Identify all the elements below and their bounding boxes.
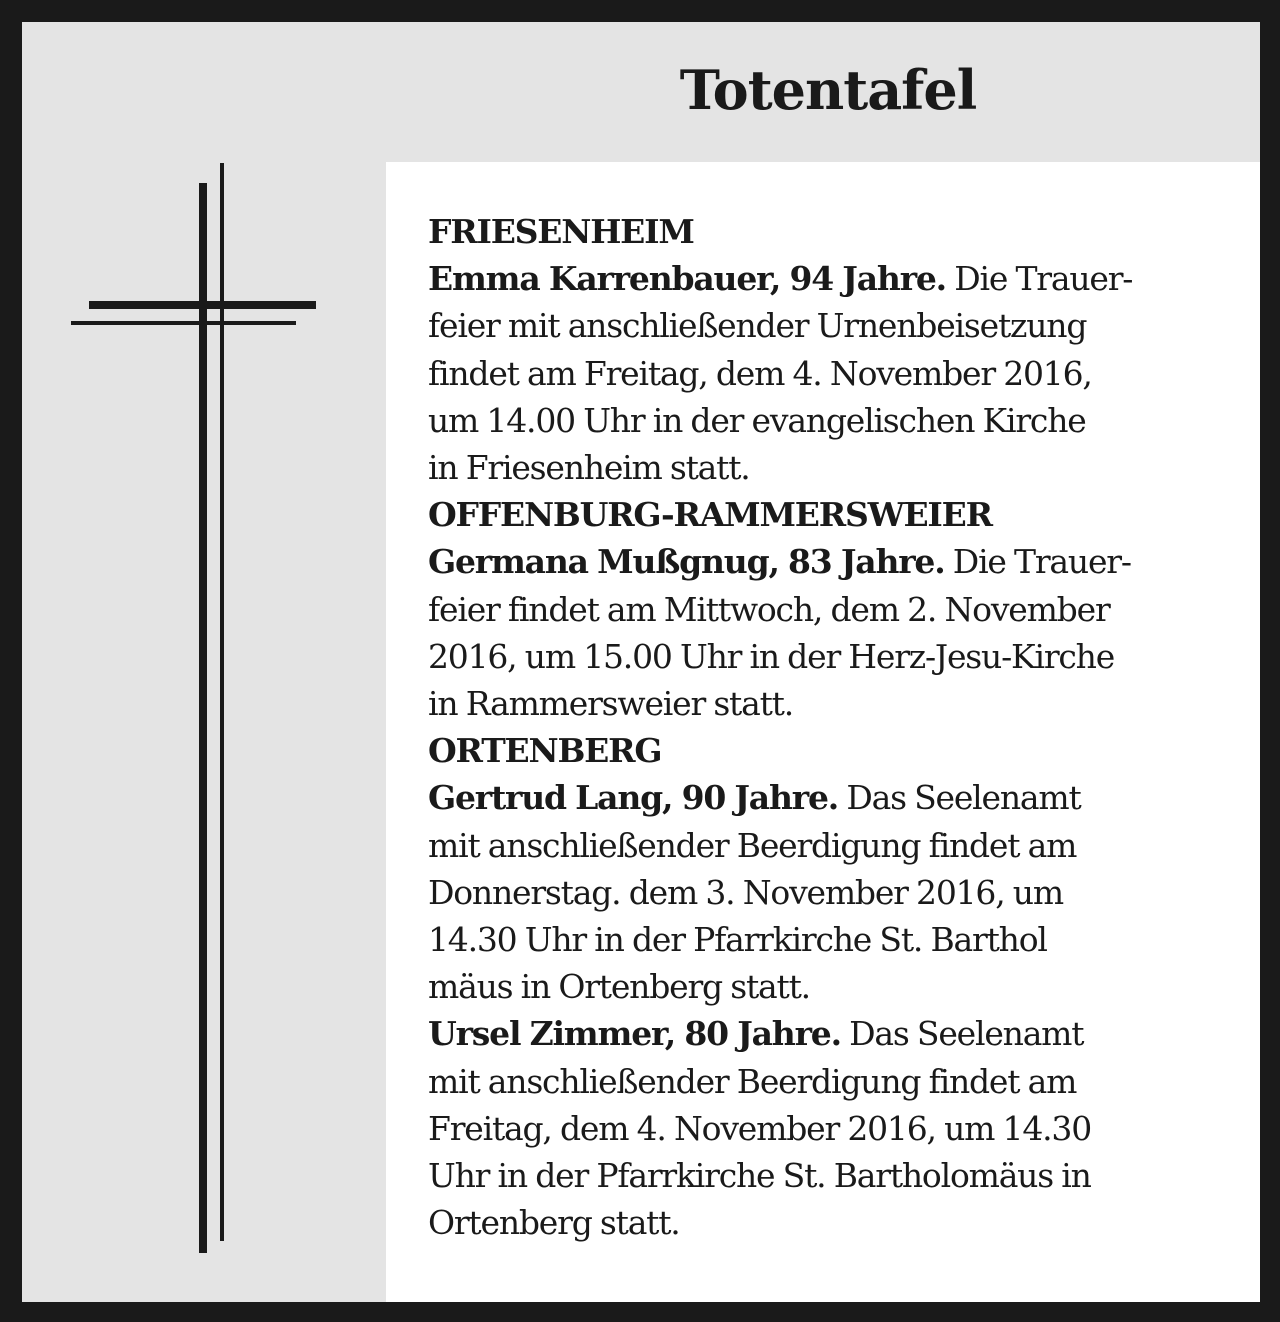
deceased-name: Gertrud Lang, 90 Jahre. — [428, 778, 839, 818]
entry-text: feier mit anschließender Urnenbeisetzung — [428, 306, 1087, 346]
deceased-name: Emma Karrenbauer, 94 Jahre. — [428, 259, 946, 299]
entry-text: 2016, um 15.00 Uhr in der Herz-Jesu-Kirche — [428, 636, 1115, 676]
entry-text: feier findet am Mittwoch, dem 2. November — [428, 589, 1110, 629]
obituary-entry: Ursel Zimmer, 80 Jahre. Das Seelenamt — [428, 1014, 1084, 1054]
deceased-name: Ursel Zimmer, 80 Jahre. — [428, 1014, 841, 1054]
page-title: Totentafel — [679, 58, 977, 122]
entry-text: Freitag, dem 4. November 2016, um 14.30 — [428, 1108, 1092, 1148]
place-heading: FRIESENHEIM — [428, 212, 694, 251]
cross-icon — [0, 0, 386, 1322]
entry-text: 14.30 Uhr in der Pfarrkirche St. Barthol — [428, 920, 1047, 960]
entry-text: Ortenberg statt. — [428, 1203, 680, 1243]
entry-text: findet am Freitag, dem 4. November 2016, — [428, 353, 1092, 393]
entry-text: Uhr in der Pfarrkirche St. Bartholomäus in — [428, 1156, 1091, 1196]
obituary-entry: Gertrud Lang, 90 Jahre. Das Seelenamt — [428, 778, 1081, 818]
obituary-entry: Germana Mußgnug, 83 Jahre. Die Trauer- — [428, 542, 1131, 582]
place-heading: ORTENBERG — [428, 731, 662, 771]
obituary-entry: Emma Karrenbauer, 94 Jahre. Die Trauer- — [428, 259, 1133, 299]
place-heading: OFFENBURG-RAMMERSWEIER — [428, 495, 992, 535]
entry-text: um 14.00 Uhr in der evangelischen Kirche — [428, 400, 1086, 440]
entry-text: mit anschließender Beerdigung findet am — [428, 825, 1077, 865]
entry-text: in Friesenheim statt. — [428, 448, 750, 488]
deceased-name: Germana Mußgnug, 83 Jahre. — [428, 542, 945, 582]
entry-text: in Rammersweier statt. — [428, 684, 794, 724]
entry-text: mit anschließender Beerdigung findet am — [428, 1061, 1077, 1101]
entry-text: mäus in Ortenberg statt. — [428, 967, 810, 1007]
obituary-list — [386, 162, 1260, 1302]
entry-text: Donnerstag. dem 3. November 2016, um — [428, 872, 1063, 912]
